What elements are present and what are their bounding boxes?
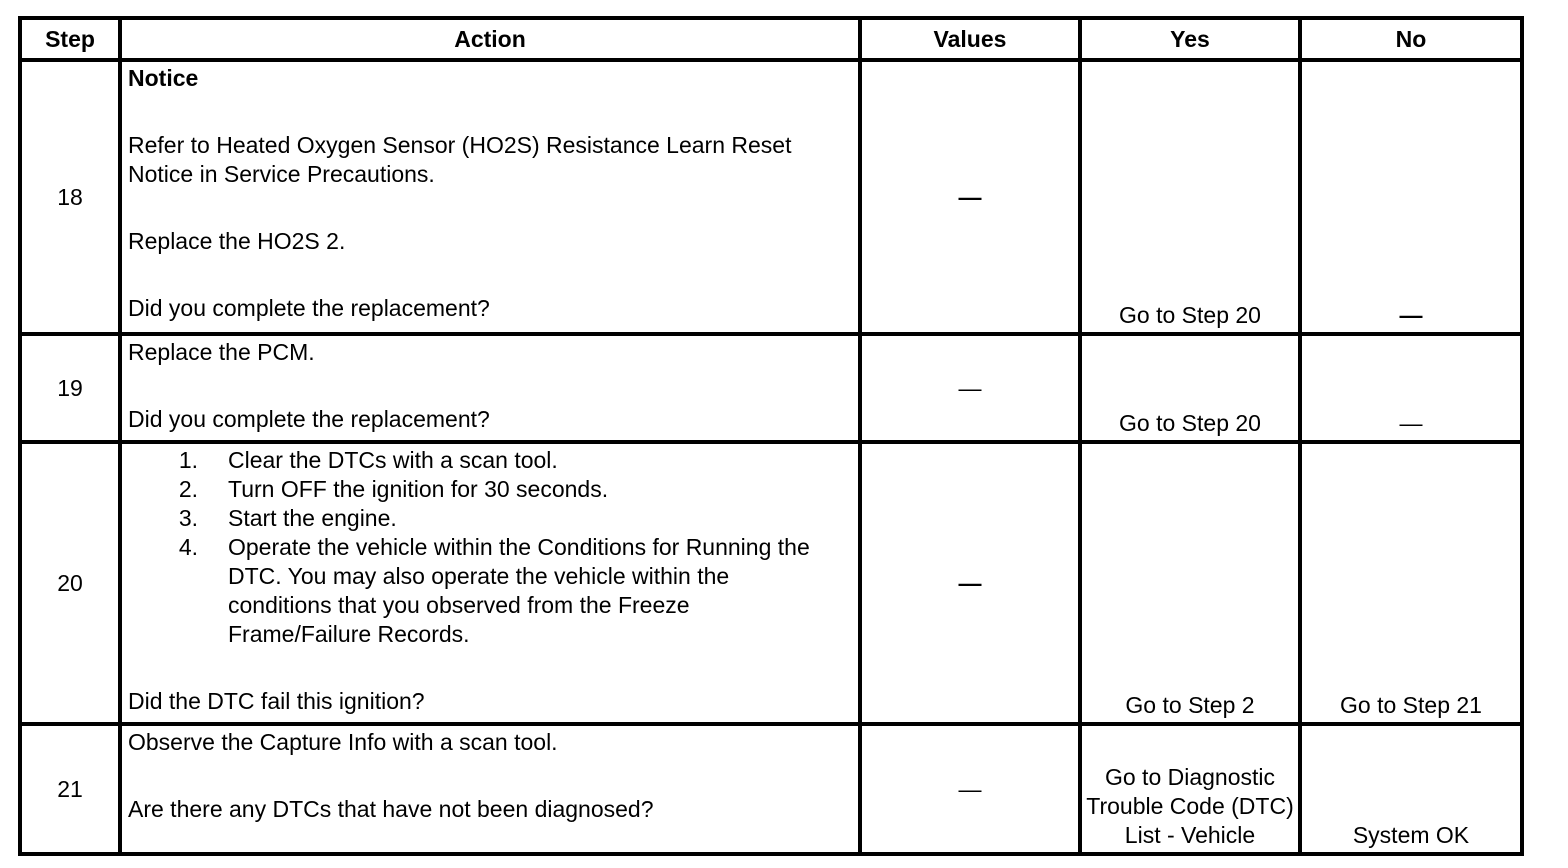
values-dash: —	[958, 569, 982, 596]
list-item-number: 1.	[178, 447, 198, 473]
table-row	[20, 442, 1522, 724]
list-item-text: Clear the DTCs with a scan tool.	[228, 447, 558, 473]
values-cell	[860, 334, 1080, 442]
header-yes: Yes	[1080, 18, 1300, 60]
header-no: No	[1300, 18, 1522, 60]
values-cell	[860, 724, 1080, 854]
action-cell	[120, 724, 860, 854]
no-status: System OK	[1300, 724, 1522, 854]
step-number: 21	[20, 724, 120, 854]
step-number: 20	[20, 442, 120, 724]
list-item	[128, 446, 852, 475]
diagnostic-table	[18, 16, 1524, 856]
values-dash: —	[958, 183, 982, 210]
yes-link[interactable]: Go to Diagnostic Trouble Code (DTC) List - Vehicle	[1080, 724, 1300, 854]
action-instruction: Observe the Capture Info with a scan tool.	[128, 729, 558, 755]
list-item-number: 4.	[178, 534, 198, 560]
list-item-number: 3.	[178, 505, 198, 531]
header-values: Values	[860, 18, 1080, 60]
values-cell	[860, 60, 1080, 334]
header-step: Step	[20, 18, 120, 60]
header-action: Action	[120, 18, 860, 60]
no-dash: —	[1399, 302, 1423, 328]
no-link[interactable]: Go to Step 21	[1300, 442, 1522, 724]
table-row	[20, 724, 1522, 854]
step-list	[128, 446, 852, 649]
values-dash: —	[958, 374, 982, 401]
list-item-text: Operate the vehicle within the Conditions for Running the DTC. You may also operate the vehicle within the conditions that you observed from the Freeze Frame/Failure Records.	[228, 534, 810, 647]
action-question: Did you complete the replacement?	[128, 406, 490, 432]
yes-link[interactable]: Go to Step 2	[1080, 442, 1300, 724]
action-cell	[120, 442, 860, 724]
values-cell	[860, 442, 1080, 724]
no-cell	[1300, 60, 1522, 334]
notice-text: Refer to Heated Oxygen Sensor (HO2S) Resistance Learn Reset Notice in Service Precautions.	[128, 132, 792, 187]
yes-link[interactable]: Go to Step 20	[1080, 60, 1300, 334]
no-cell	[1300, 334, 1522, 442]
step-number: 19	[20, 334, 120, 442]
action-cell	[120, 334, 860, 442]
list-item-number: 2.	[178, 476, 198, 502]
step-number: 18	[20, 60, 120, 334]
header-row	[20, 18, 1522, 60]
action-question: Are there any DTCs that have not been diagnosed?	[128, 796, 654, 822]
action-cell	[120, 60, 860, 334]
table-row	[20, 60, 1522, 334]
notice-title: Notice	[128, 65, 199, 91]
list-item	[128, 475, 852, 504]
action-question: Did you complete the replacement?	[128, 295, 490, 321]
list-item	[128, 504, 852, 533]
table-row	[20, 334, 1522, 442]
yes-link[interactable]: Go to Step 20	[1080, 334, 1300, 442]
action-question: Did the DTC fail this ignition?	[128, 688, 425, 714]
action-instruction: Replace the PCM.	[128, 339, 315, 365]
no-dash: —	[1399, 410, 1423, 436]
list-item-text: Turn OFF the ignition for 30 seconds.	[228, 476, 609, 502]
action-instruction: Replace the HO2S 2.	[128, 228, 346, 254]
values-dash: —	[958, 775, 982, 802]
list-item	[128, 533, 852, 649]
list-item-text: Start the engine.	[228, 505, 397, 531]
